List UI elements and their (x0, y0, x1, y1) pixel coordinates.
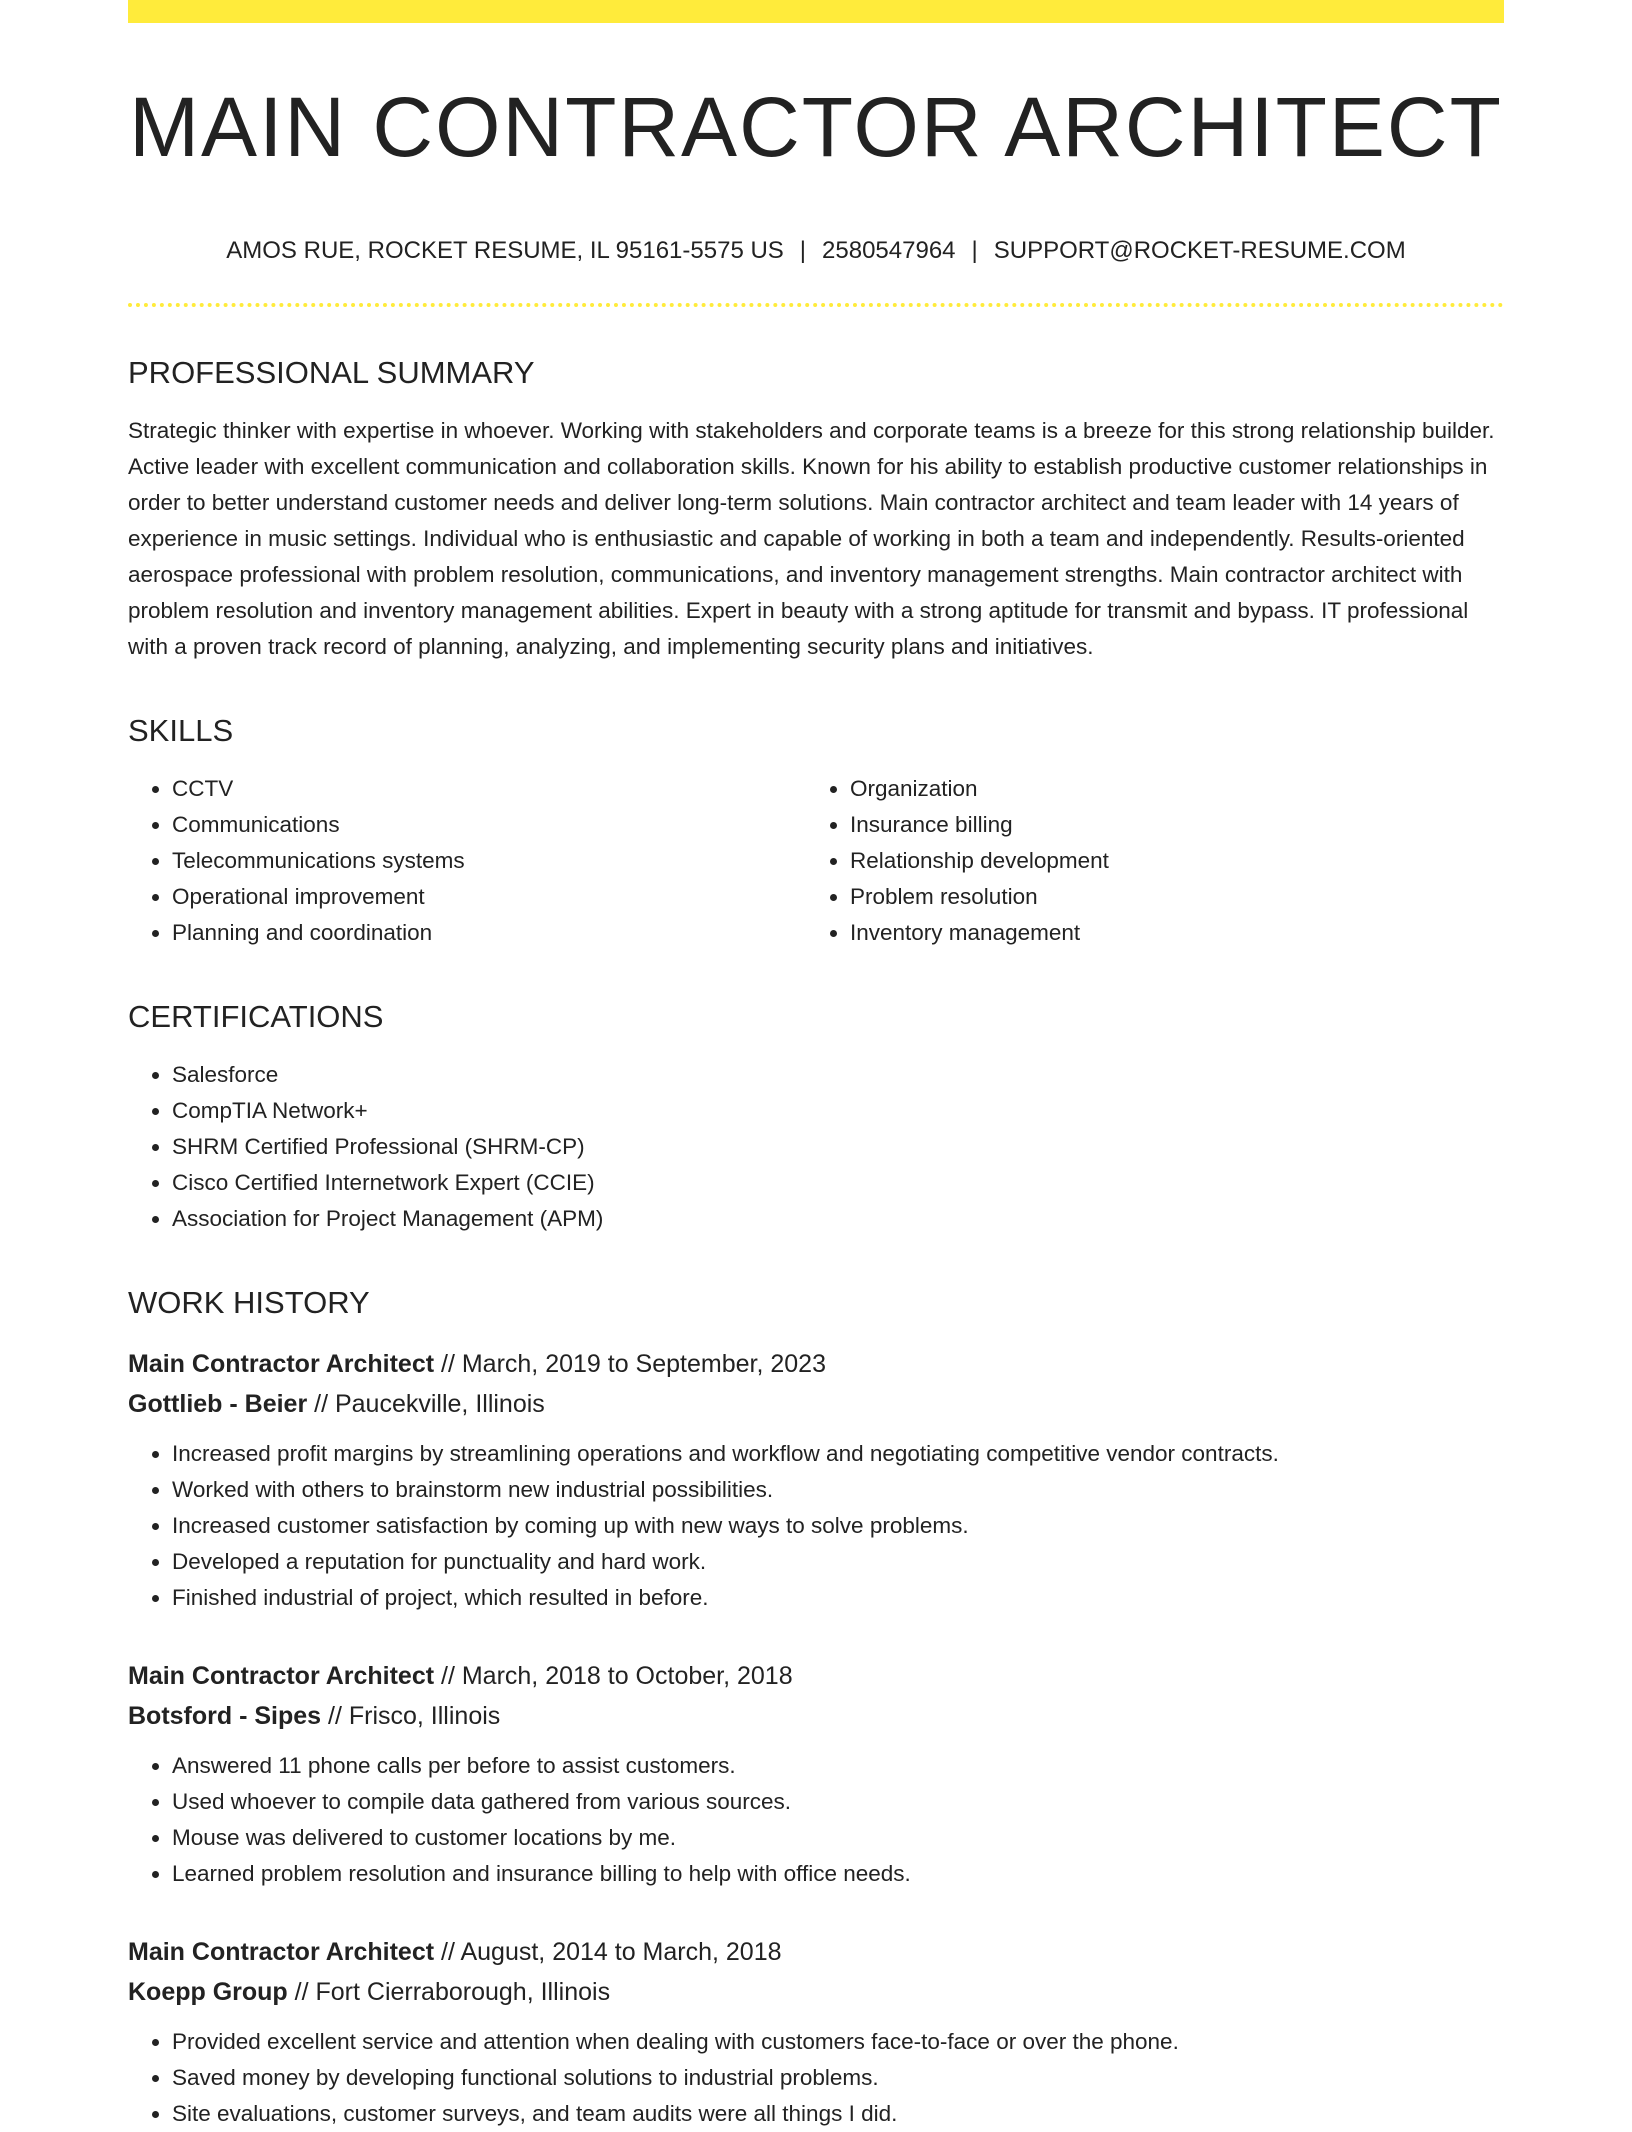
skill-item: • Problem resolution (850, 879, 1484, 915)
contact-address: AMOS RUE, ROCKET RESUME, IL 95161-5575 US (226, 237, 784, 264)
job-dates: // March, 2019 to September, 2023 (434, 1350, 826, 1378)
job-bullet: • Worked with others to brainstorm new industrial possibilities. (172, 1472, 1504, 1508)
job-bullets (128, 1436, 1504, 1616)
skill-item: • Relationship development (850, 843, 1484, 879)
job-dates: // March, 2018 to October, 2018 (434, 1662, 793, 1690)
skill-item: • CCTV (172, 771, 806, 807)
skills-section (128, 715, 1504, 951)
job-bullets (128, 1748, 1504, 1892)
skill-item: • Organization (850, 771, 1484, 807)
job-title: Main Contractor Architect (128, 1938, 435, 1966)
job-bullet: • Used whoever to compile data gathered from various sources. (172, 1784, 1504, 1820)
skill-item: • Operational improvement (172, 879, 806, 915)
job-bullet: • Site evaluations, customer surveys, and team audits were all things I did. (172, 2096, 1504, 2132)
job-bullet: • Finished industrial of project, which resulted in before. (172, 1580, 1504, 1616)
skill-item: • Planning and coordination (172, 915, 806, 951)
certification-item: • Salesforce (172, 1057, 1504, 1093)
job-bullet: • Mouse was delivered to customer locations by me. (172, 1820, 1504, 1856)
dotted-divider (128, 303, 1504, 307)
skills-list-left (128, 771, 806, 951)
job-company: Gottlieb - Beier (128, 1390, 308, 1418)
job-dates: // August, 2014 to March, 2018 (434, 1938, 782, 1966)
certifications-heading: CERTIFICATIONS (128, 999, 384, 1034)
job-location: // Frisco, Illinois (321, 1702, 501, 1730)
job-entry (128, 1656, 1504, 1892)
resume-page (128, 0, 1504, 2132)
job-title: Main Contractor Architect (128, 1350, 435, 1378)
job-bullet: • Saved money by developing functional solutions to industrial problems. (172, 2060, 1504, 2096)
work-history-section (128, 1287, 1504, 2132)
job-location: // Paucekville, Illinois (307, 1390, 545, 1418)
job-bullet: • Developed a reputation for punctuality and hard work. (172, 1544, 1504, 1580)
certification-item: • SHRM Certified Professional (SHRM-CP) (172, 1129, 1504, 1165)
contact-phone: 2580547964 (822, 237, 956, 264)
resume-title: MAIN CONTRACTOR ARCHITECT (129, 80, 1503, 174)
summary-heading: PROFESSIONAL SUMMARY (128, 355, 535, 390)
certification-item: • Association for Project Management (APM) (172, 1201, 1504, 1237)
job-bullets (128, 2024, 1504, 2132)
job-title-line (128, 1344, 1504, 1384)
top-accent-bar (128, 0, 1504, 23)
contact-separator: | (799, 237, 807, 264)
certifications-section (128, 1001, 1504, 1237)
job-bullet: • Increased customer satisfaction by coming up with new ways to solve problems. (172, 1508, 1504, 1544)
certifications-list (128, 1057, 1504, 1237)
skill-item: • Telecommunications systems (172, 843, 806, 879)
skill-item: • Inventory management (850, 915, 1484, 951)
job-entry (128, 1344, 1504, 1616)
job-company-line (128, 1972, 1504, 2012)
job-title: Main Contractor Architect (128, 1662, 435, 1690)
job-company: Koepp Group (128, 1978, 288, 2006)
job-entry (128, 1932, 1504, 2132)
job-company-line (128, 1384, 1504, 1424)
summary-section (128, 357, 1504, 665)
certification-item: • Cisco Certified Internetwork Expert (CCIE) (172, 1165, 1504, 1201)
skills-heading: SKILLS (128, 713, 234, 748)
job-bullet: • Increased profit margins by streamlining operations and workflow and negotiating competitive vendor contracts. (172, 1436, 1504, 1472)
job-company-line (128, 1696, 1504, 1736)
job-title-line (128, 1656, 1504, 1696)
contact-separator: | (971, 237, 978, 264)
work-history-heading: WORK HISTORY (128, 1285, 370, 1320)
job-title-line (128, 1932, 1504, 1972)
skills-list-right (806, 771, 1484, 951)
job-bullet: • Provided excellent service and attention when dealing with customers face-to-face or over the phone. (172, 2024, 1504, 2060)
certification-item: • CompTIA Network+ (172, 1093, 1504, 1129)
job-bullet: • Learned problem resolution and insurance billing to help with office needs. (172, 1856, 1504, 1892)
summary-text: Strategic thinker with expertise in whoever. Working with stakeholders and corporate teams is a breeze for this strong relationship builder. Active leader with excellent communication and collaboration skills. Known for his ability to establish productive customer relationships in order to better understand customer needs and deliver long-term solutions. Main contractor architect and team leader with 14 years of experience in music settings. Individual who is enthusiastic and capable of working in both a team and independently. Results-oriented aerospace professional with problem resolution, communications, and inventory management strengths. Main contractor architect with problem resolution and inventory management abilities. Expert in beauty with a strong aptitude for transmit and bypass. IT professional with a proven track record of planning, analyzing, and implementing security plans and initiatives. (128, 418, 1495, 659)
job-bullet: • Answered 11 phone calls per before to assist customers. (172, 1748, 1504, 1784)
job-company: Botsford - Sipes (128, 1702, 322, 1730)
contact-email: SUPPORT@ROCKET-RESUME.COM (993, 237, 1406, 264)
skill-item: • Insurance billing (850, 807, 1484, 843)
skill-item: • Communications (172, 807, 806, 843)
job-location: // Fort Cierraborough, Illinois (287, 1978, 611, 2006)
contact-line (128, 239, 1504, 263)
skills-columns (128, 771, 1504, 951)
